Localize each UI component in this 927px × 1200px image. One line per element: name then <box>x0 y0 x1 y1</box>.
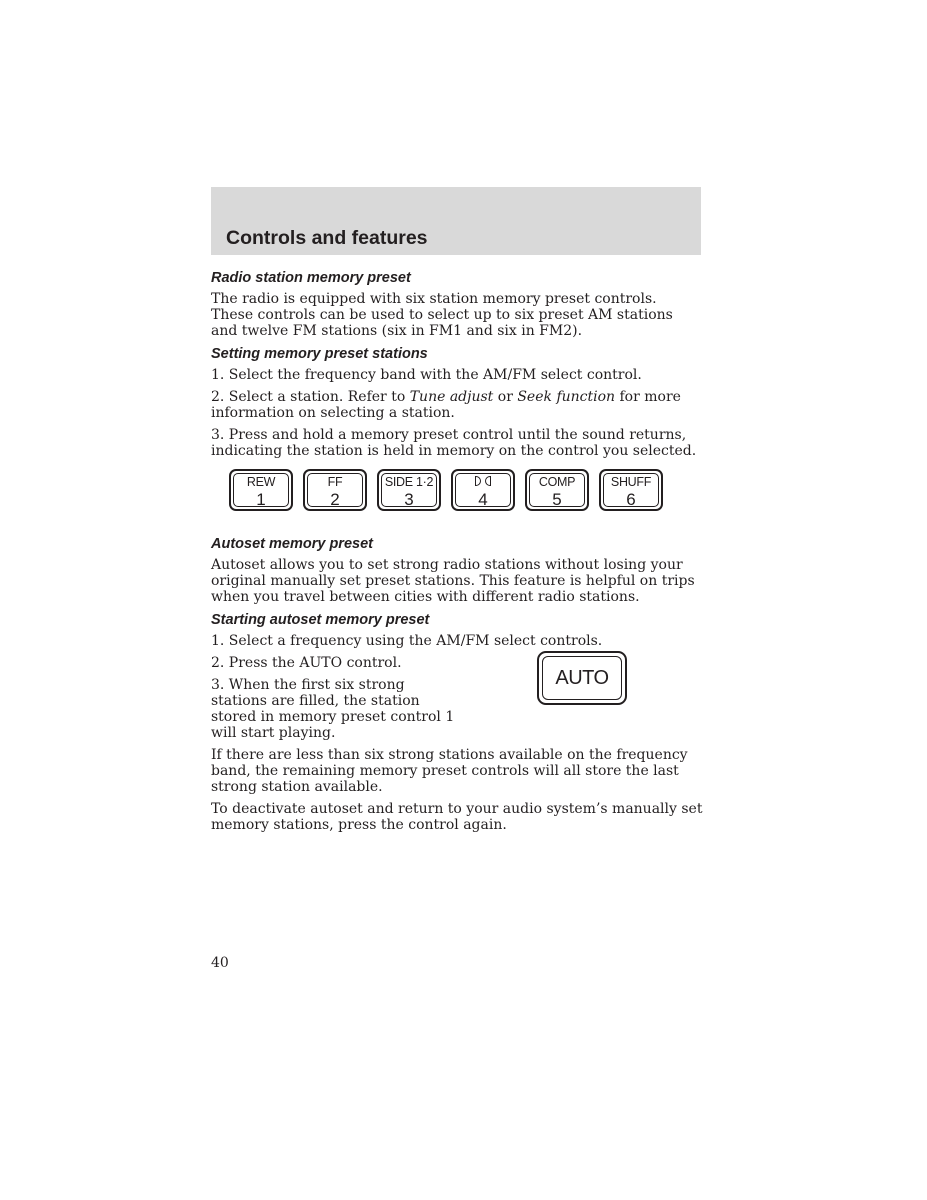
dolby-icon <box>475 476 491 487</box>
preset-button-3 <box>377 469 441 511</box>
tune-adjust-ref: Tune adjust <box>409 389 494 405</box>
starting-step-3: 3. When the first six strong stations are filled, the station stored in memory preset control 1 will start playing. <box>211 677 455 741</box>
autoset-note-2: To deactivate autoset and return to your audio system’s manually set memory stations, press the control again. <box>211 801 703 833</box>
setting-step-2 <box>211 389 703 421</box>
main-content <box>211 269 703 839</box>
section-heading-autoset: Autoset memory preset <box>211 536 373 552</box>
starting-step-2: 2. Press the AUTO control. <box>211 655 402 671</box>
setting-step-3: 3. Press and hold a memory preset control until the sound returns, indicating the station is held in memory on the control you selected. <box>211 427 697 459</box>
setting-step-1: 1. Select the frequency band with the AM/FM select control. <box>211 367 642 383</box>
section-heading-radio-preset: Radio station memory preset <box>211 270 411 286</box>
auto-button-illustration <box>537 651 627 705</box>
step2-text-c: for more information on selecting a station. <box>211 389 681 421</box>
preset-6-label: SHUFF <box>610 475 652 489</box>
preset-4-number: 4 <box>478 490 488 509</box>
preset-2-number: 2 <box>330 490 340 509</box>
preset-button-2 <box>303 469 367 511</box>
preset-button-4 <box>451 469 515 511</box>
preset-3-label: SIDE 1·2 <box>384 475 434 489</box>
preset-button-5 <box>525 469 589 511</box>
section-heading-setting: Setting memory preset stations <box>211 346 428 362</box>
autoset-body: Autoset allows you to set strong radio stations without losing your original manually set preset stations. This feature is helpful on trips when you travel between cities with different radio stations. <box>211 557 695 605</box>
preset-button-6 <box>599 469 663 511</box>
preset-5-number: 5 <box>552 490 562 509</box>
preset-6-number: 6 <box>626 490 636 509</box>
page-title: Controls and features <box>226 227 428 249</box>
section-heading-starting-autoset: Starting autoset memory preset <box>211 612 430 628</box>
preset-4-label <box>453 475 513 489</box>
page-number: 40 <box>211 955 229 971</box>
preset-buttons-illustration <box>229 469 703 511</box>
header-band <box>211 187 701 255</box>
starting-step-1: 1. Select a frequency using the AM/FM select controls. <box>211 633 603 649</box>
auto-button-label: AUTO <box>555 667 609 689</box>
starting-step-3-block <box>211 667 703 741</box>
autoset-note-1: If there are less than six strong stations available on the frequency band, the remaining memory preset controls will all store the last strong station available. <box>211 747 688 795</box>
preset-3-number: 3 <box>404 490 414 509</box>
preset-5-label: COMP <box>538 475 576 489</box>
seek-function-ref: Seek function <box>517 389 616 405</box>
preset-1-number: 1 <box>256 490 266 509</box>
preset-button-1 <box>229 469 293 511</box>
step2-text-a: 2. Select a station. Refer to <box>211 389 410 405</box>
preset-2-label: FF <box>327 475 343 489</box>
preset-1-label: REW <box>246 475 276 489</box>
radio-preset-body: The radio is equipped with six station memory preset controls. These controls can be used to select up to six preset AM stations and twelve FM stations (six in FM1 and six in FM2). <box>211 291 673 339</box>
step2-text-b: or <box>493 389 518 405</box>
